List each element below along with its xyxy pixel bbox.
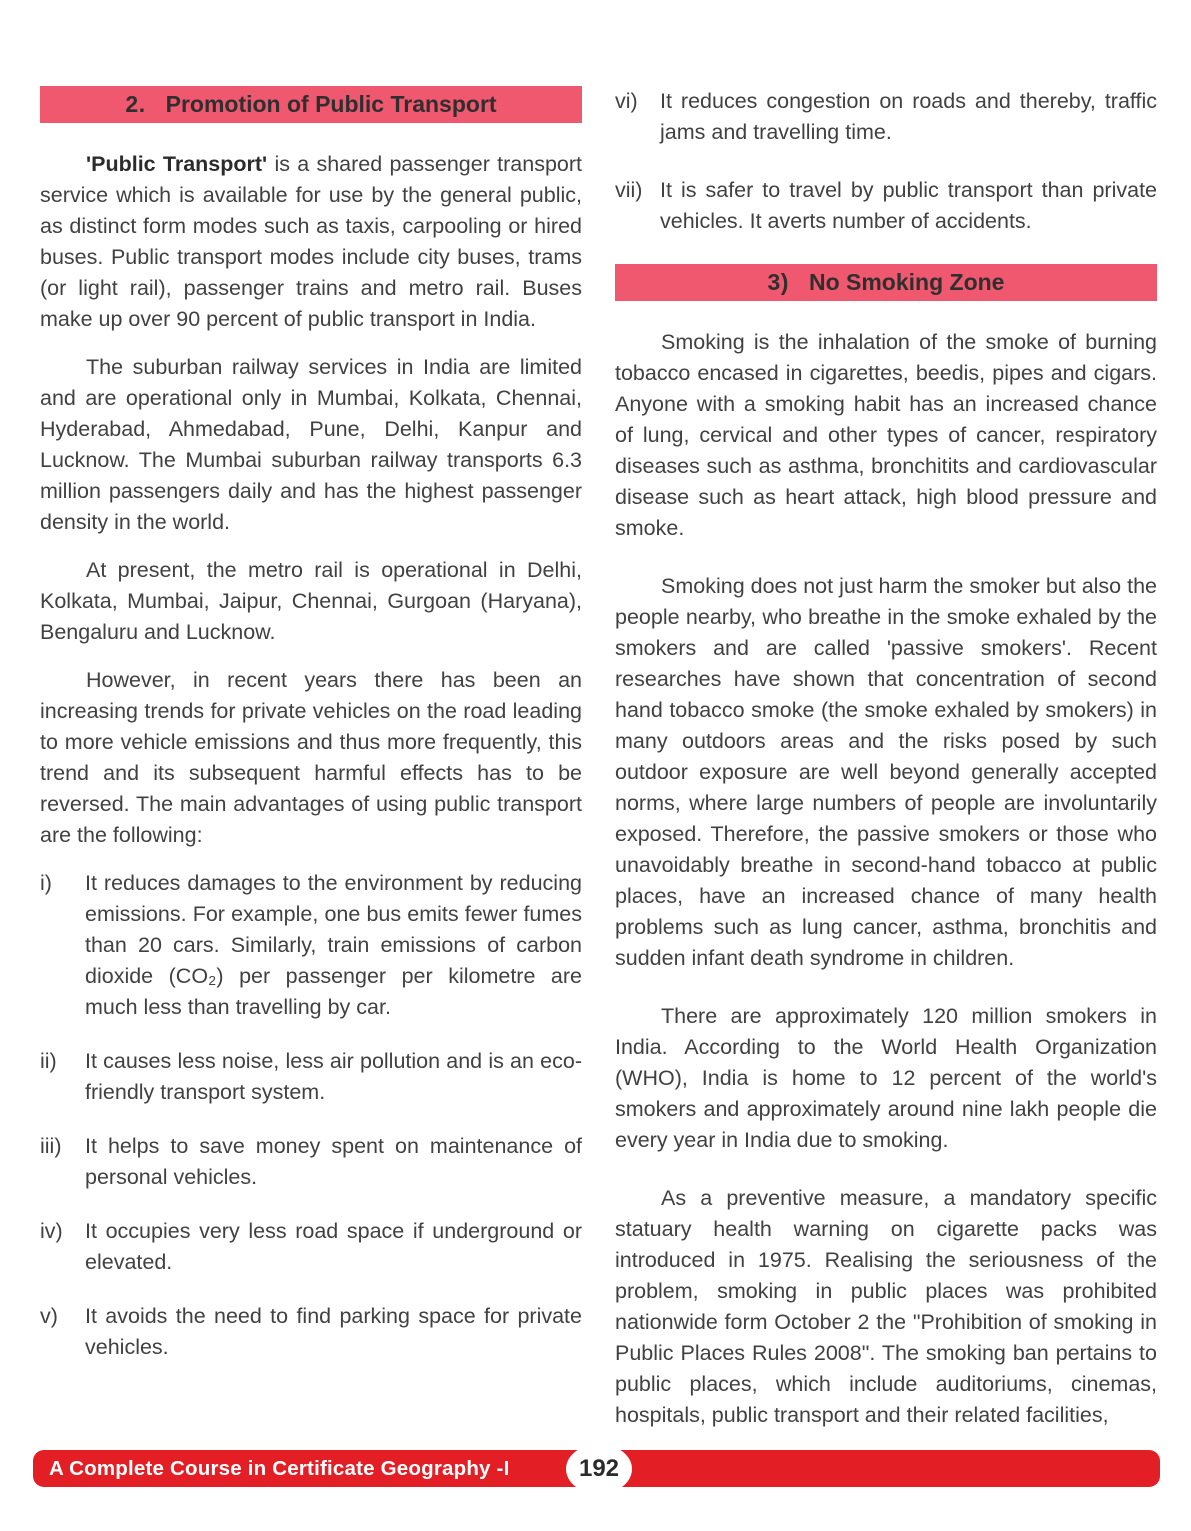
section-title: No Smoking Zone bbox=[808, 269, 1005, 295]
list-text: It helps to save money spent on maintenance of personal vehicles. bbox=[85, 1134, 582, 1189]
footer-book-title: A Complete Course in Certificate Geography -I bbox=[49, 1456, 510, 1480]
left-column bbox=[40, 86, 582, 1458]
section-number: 2. bbox=[125, 91, 146, 117]
list-marker: ii) bbox=[40, 1049, 57, 1073]
list-item-vi bbox=[615, 86, 1157, 148]
section-header-promotion-of-public-transport bbox=[40, 86, 582, 123]
paragraph-public-transport-definition bbox=[40, 149, 582, 335]
paragraph-suburban-railway: The suburban railway services in India are limited and are operational only in Mumbai, Kolkata, Chennai, Hyderabad, Ahmedabad, Pune, Delhi, Kanpur and Lucknow. The Mumbai suburban railway transports 6.3 million passengers daily and has the highest passenger density in the world. bbox=[40, 355, 582, 534]
bold-lead-public-transport: 'Public Transport' bbox=[86, 152, 268, 176]
paragraph-preventive-measures: As a preventive measure, a mandatory specific statuary health warning on cigarette packs was introduced in 1975. Realising the seriousness of the problem, smoking in public places was prohibited nationwide form October 2 the "Prohibition of smoking in Public Places Rules 2008". The smoking ban pertains to public places, which include auditoriums, cinemas, hospitals, public transport and their related facilities, bbox=[615, 1186, 1157, 1427]
list-marker: vi) bbox=[615, 89, 638, 113]
list-text: It causes less noise, less air pollution and is an eco-friendly transport system. bbox=[85, 1049, 582, 1104]
list-text: It occupies very less road space if underground or elevated. bbox=[85, 1219, 582, 1274]
page-number: 192 bbox=[578, 1455, 620, 1482]
list-item-iv bbox=[40, 1216, 582, 1278]
list-item-iii bbox=[40, 1131, 582, 1193]
list-item-i bbox=[40, 868, 582, 1023]
list-marker: i) bbox=[40, 871, 52, 895]
list-text: It reduces congestion on roads and thereby, traffic jams and travelling time. bbox=[660, 89, 1157, 144]
list-marker: iv) bbox=[40, 1219, 63, 1243]
section-header-no-smoking-zone bbox=[615, 264, 1157, 301]
list-marker: vii) bbox=[615, 178, 643, 202]
section-number: 3) bbox=[767, 269, 789, 295]
list-item-ii bbox=[40, 1046, 582, 1108]
list-item-vii bbox=[615, 175, 1157, 237]
section-title: Promotion of Public Transport bbox=[165, 91, 497, 117]
list-marker: v) bbox=[40, 1304, 58, 1328]
list-text: It reduces damages to the environment by reducing emissions. For example, one bus emits fewer fumes than 20 cars. Similarly, train emissions of carbon dioxide (CO₂) per passenger per kilometre are much less than travelling by car. bbox=[85, 871, 582, 1019]
list-text: It is safer to travel by public transport than private vehicles. It averts number of accidents. bbox=[660, 178, 1157, 233]
list-marker: iii) bbox=[40, 1134, 62, 1158]
right-column bbox=[615, 86, 1157, 1458]
paragraph-smoking-definition: Smoking is the inhalation of the smoke of burning tobacco encased in cigarettes, beedis, pipes and cigars. Anyone with a smoking habit has an increased chance of lung, cervical and other types of cancer, respiratory diseases such as asthma, bronchitits and cardiovascular disease such as heart attack, high blood pressure and smoke. bbox=[615, 330, 1157, 540]
list-item-v bbox=[40, 1301, 582, 1363]
paragraph-text: is a shared passenger transport service which is available for use by the general public, as distinct form modes such as taxis, carpooling or hired buses. Public transport modes include city buses, trams (or light rail), passenger trains and metro rail. Buses make up over 90 percent of public transport in India. bbox=[40, 152, 582, 331]
page-number-badge bbox=[566, 1444, 632, 1494]
paragraph-private-vehicle-trends: However, in recent years there has been an increasing trends for private vehicles on the road leading to more vehicle emissions and thus more frequently, this trend and its subsequent harmful effects has to be reversed. The main advantages of using public transport are the following: bbox=[40, 668, 582, 847]
list-text: It avoids the need to find parking space for private vehicles. bbox=[85, 1304, 582, 1359]
paragraph-metro-rail: At present, the metro rail is operational in Delhi, Kolkata, Mumbai, Jaipur, Chennai, Gurgoan (Haryana), Bengaluru and Lucknow. bbox=[40, 558, 582, 644]
paragraph-smokers-statistics: There are approximately 120 million smokers in India. According to the World Health Organization (WHO), India is home to 12 percent of the world's smokers and approximately around nine lakh people die every year in India due to smoking. bbox=[615, 1004, 1157, 1152]
paragraph-passive-smokers: Smoking does not just harm the smoker but also the people nearby, who breathe in the smoke exhaled by the smokers and are called 'passive smokers'. Recent researches have shown that concentration of second hand tobacco smoke (the smoke exhaled by smokers) in many outdoors areas and the risks posed by such outdoor exposure are well beyond generally accepted norms, where large numbers of people are involuntarily exposed. Therefore, the passive smokers or those who unavoidably breathe in second-hand tobacco at public places, have an increased chance of many health problems such as lung cancer, asthma, bronchitis and sudden infant death syndrome in children. bbox=[615, 574, 1157, 970]
